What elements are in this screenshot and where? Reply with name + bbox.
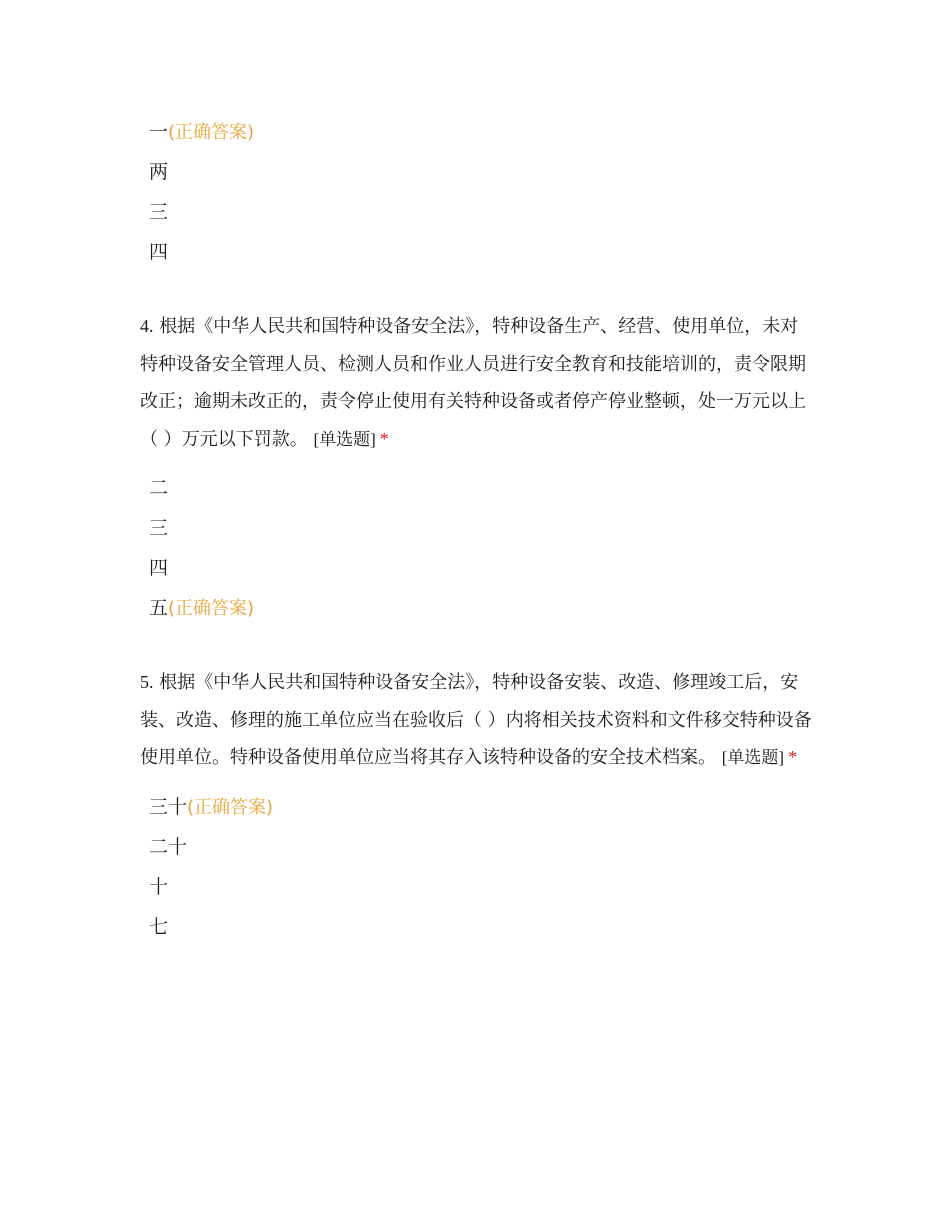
q5-option-1 [149,787,820,827]
question-type-tag: [单选题] [721,748,785,767]
q3-option-4 [149,232,820,272]
q5-options [140,787,820,947]
option-text: 三 [149,201,169,223]
required-mark: * [379,428,389,449]
question-number: 5. [140,672,154,692]
q5-option-4 [149,907,820,947]
question-number: 4. [140,316,154,336]
option-text: 三十 [149,795,188,818]
option-text: 三 [149,517,169,539]
option-text: 一 [149,121,169,143]
q4-option-4 [149,588,820,628]
question-type-tag: [单选题] [313,429,376,449]
q3-option-1 [149,112,820,152]
option-text: 二十 [149,835,188,858]
survey-document [140,112,820,947]
correct-answer-label: (正确答案) [168,598,255,619]
q4-option-3 [149,548,820,588]
option-text: 七 [149,915,169,938]
question-4 [140,308,815,458]
question-text: 根据《中华人民共和国特种设备安全法》，特种设备安装、改造、修理竣工后，安装、改造、修理的施工单位应当在验收后（ ）内将相关技术资料和文件移交特种设备使用单位。特种设备使用单位应当将其存入该特种设备的安全技术档案。 [140,672,812,768]
option-text: 二 [149,477,169,499]
option-text: 两 [149,161,169,183]
option-text: 四 [149,557,169,579]
q3-option-2 [149,152,820,192]
q3-option-3 [149,192,820,232]
q4-option-1 [149,468,820,508]
q3-options [140,112,820,272]
correct-answer-label: (正确答案) [168,122,255,143]
q4-options [140,468,820,628]
q5-option-3 [149,867,820,907]
question-5 [140,664,815,777]
correct-answer-label: (正确答案) [187,796,274,818]
required-mark: * [788,747,798,767]
q5-option-2 [149,827,820,867]
option-text: 十 [149,875,169,898]
q4-option-2 [149,508,820,548]
option-text: 四 [149,241,169,263]
question-text: 根据《中华人民共和国特种设备安全法》，特种设备生产、经营、使用单位，未对特种设备安全管理人员、检测人员和作业人员进行安全教育和技能培训的，责令限期改正；逾期未改正的，责令停止使用有关特种设备或者停产停业整顿，处一万元以上（ ）万元以下罚款。 [140,316,806,450]
option-text: 五 [149,597,169,619]
